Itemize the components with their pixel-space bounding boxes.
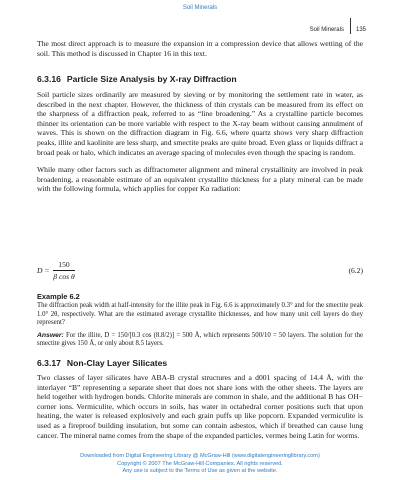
body-paragraph: Soil particle sizes ordinarily are measured by sieving or by monitoring the settlement rate in water, as described in the next chapter. However, the thickness of thin crystals can be measured from its effect on the sharpness of a diffraction peak, referred to as “line broadening.” As a crystalline particle becomes thinner its orientation can be more variable with respect to the X-ray beam without causing annulment of waves. This is shown on the diffraction diagram in Fig. 6.6, where quartz shows very sharp diffraction peaks, illite and kaolinite are less sharp, and smectite peaks are quite broad. Even glass or liquids diffract a broad peak or halo, which indicates an average spacing of molecules even though the spacing is random.: [37, 90, 363, 157]
body-paragraph: While many other factors such as diffractometer alignment and mineral crystallinity are involved in peak broadening, a reasonable estimate of an equivalent crystallite thickness for a platy mineral can be made with the following formula, which applies for copper Kα radiation:: [37, 165, 363, 194]
section-heading: [37, 358, 363, 369]
section-heading: [37, 74, 363, 85]
equation-number: (6.2): [348, 266, 363, 275]
running-head: [310, 22, 366, 38]
answer-label: Answer:: [37, 331, 64, 339]
page-number: 135: [355, 27, 366, 33]
section-6-3-17: [37, 358, 363, 440]
equation-fraction: [53, 260, 75, 281]
intro-paragraph: The most direct approach is to measure the expansion in a compression device that allows wetting of the soil. This method is discussed in Chapter 16 in this text.: [37, 39, 363, 58]
section-6-3-16: [37, 74, 363, 194]
example-6-2: [37, 292, 363, 349]
header-divider: [350, 18, 351, 34]
example-question: The diffraction peak width at half-intensity for the illite peak in Fig. 6.6 is approximately 0.3° and for the smectite peak 1.0° 2θ, respectively. What are the estimated average crystallite thicknesses, and how many unit cell layers do they represent?: [37, 302, 363, 327]
footer: [0, 453, 400, 476]
section-title: Particle Size Analysis by X-ray Diffraction: [66, 74, 237, 84]
section-title: Non-Clay Layer Silicates: [66, 358, 168, 368]
footer-terms-link[interactable]: Any use is subject to the Terms of Use as given at the website.: [122, 468, 278, 475]
intro-block: [37, 39, 363, 58]
example-heading: Example 6.2: [37, 292, 80, 301]
example-answer: [37, 332, 363, 349]
equation-lhs: D =: [37, 266, 50, 275]
section-number: 6.3.17: [37, 358, 61, 368]
body-paragraph: Two classes of layer silicates have ABA-B crystal structures and a d001 spacing of 14.4 Å, with the interlayer “B” representing a separate sheet that does not share ions with the other sheets. The layers are held together with hydrogen bonds. Chlorite minerals are common in shale, and the additional B has OH− corner ions. Vermiculite, which occurs in soils, has water in octahedral corner positions such that upon heating, the water is released explosively and each grain puffs up like popcorn. Expanded vermiculite is used as a fireproof building insulation, but some can contain asbestos, which if breathed can cause lung cancer. The mineral name comes from the shape of the expanded particles, vermes being Latin for worms.: [37, 373, 363, 440]
footer-copyright: Copyright © 2007 The McGraw-Hill Companies. All rights reserved.: [117, 460, 283, 467]
section-number: 6.3.16: [37, 74, 61, 84]
running-head-title: Soil Minerals: [309, 27, 344, 33]
equation-denominator: β cos θ: [53, 272, 75, 281]
answer-text: For the illite, D = 150/[0.3 cos (8.8/2)] = 500 Å, which represents 500/10 = 50 layers. The solution for the smectite gives 150 Å, or only about 8.5 layers.: [37, 331, 363, 348]
equation-numerator: 150: [58, 260, 70, 269]
fraction-bar: [53, 270, 75, 271]
footer-download-link[interactable]: Downloaded from Digital Engineering Library @ McGraw-Hill (www.digitalengineeringlibrary.com): [80, 453, 320, 459]
top-section-label: Soil Minerals: [182, 5, 218, 11]
